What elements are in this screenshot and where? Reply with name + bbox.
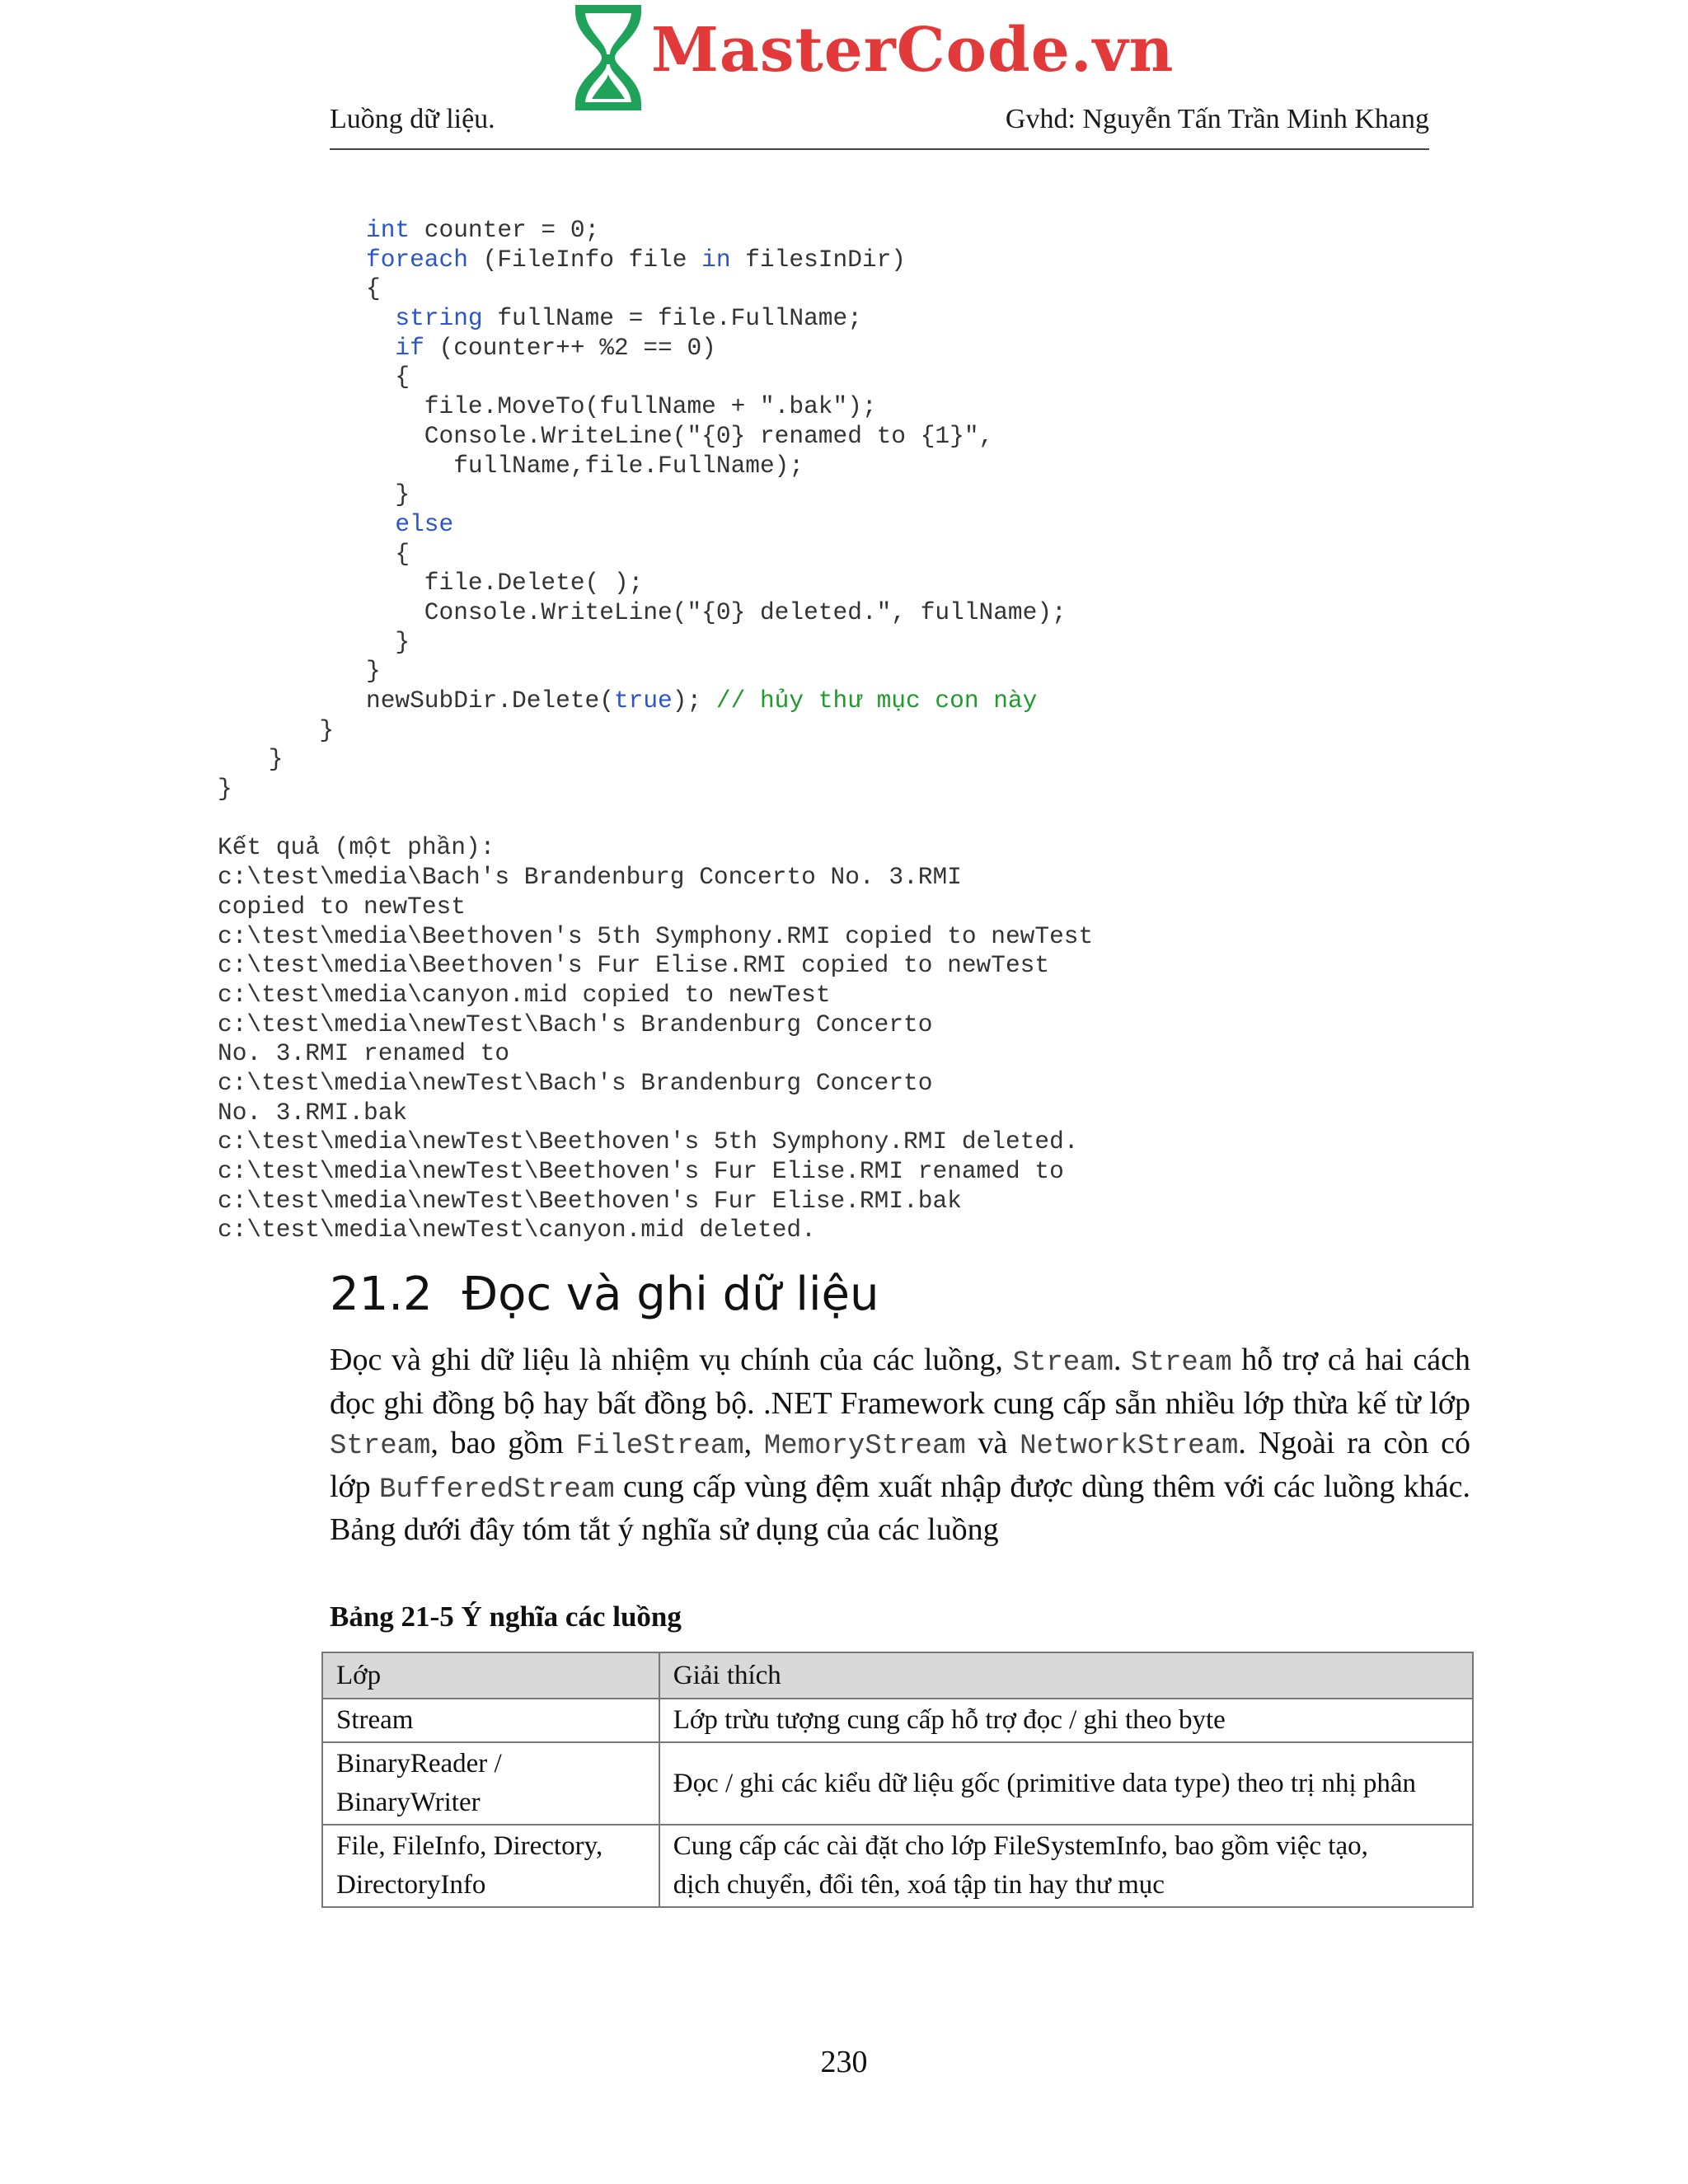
section-heading [330,1268,879,1321]
code-line [218,1099,1093,1128]
paragraph-text: hỗ trợ cả hai cách đọc ghi đồng bộ hay bất đồng bộ. .NET Framework cung cấp sẵn nhiều lớp thừa kế từ lớp [330,1343,1471,1421]
code-line [218,1216,1093,1245]
code-text: c:\test\media\newTest\Beethoven's 5th Symphony.RMI deleted. [218,1127,1079,1156]
code-line [218,922,1093,952]
code-line [366,510,1093,540]
code-line [366,540,1093,569]
code-text: c:\test\media\Beethoven's Fur Elise.RMI copied to newTest [218,951,1050,980]
code-keyword: if [395,333,424,362]
code-text: No. 3.RMI.bak [218,1098,408,1127]
paragraph-text: . Ngoài ra còn có lớp [330,1426,1470,1504]
logo-text: MasterCode.vn [651,15,1175,86]
code-text: } [218,775,232,804]
inline-code: Stream [1012,1347,1114,1379]
code-line [366,334,1093,363]
code-text: } [366,627,410,656]
code-keyword: true [613,687,673,715]
table-cell-class [322,1825,659,1907]
header-author: Gvhd: Nguyễn Tấn Trần Minh Khang [1005,104,1429,134]
table-caption: Bảng 21-5 Ý nghĩa các luồng [330,1601,682,1633]
code-text: { [366,539,410,568]
code-comment: // hủy thư mục con này [715,687,1038,715]
inline-code: Stream [330,1431,431,1462]
code-text: counter = 0; [410,216,600,244]
code-text: file.Delete( ); [366,569,644,598]
code-block [218,216,1094,1245]
code-text: c:\test\media\newTest\Beethoven's Fur Elise.RMI.bak [218,1186,962,1215]
code-line [366,687,1093,716]
code-line [366,392,1093,422]
code-text [366,334,395,362]
paragraph-text: Đọc và ghi dữ liệu là nhiệm vụ chính của các luồng, [330,1343,1013,1377]
inline-code: MemoryStream [763,1431,966,1462]
table-cell-description [659,1699,1473,1742]
code-line [254,745,1093,775]
code-text: filesInDir) [730,245,907,274]
table-header-row [322,1652,1473,1699]
code-text: ); [672,687,716,715]
code-line [218,1010,1093,1040]
code-text: newSubDir.Delete( [366,687,614,715]
streams-table [321,1652,1474,1908]
table-row [322,1825,1473,1907]
code-text: c:\test\media\newTest\Beethoven's Fur Elise.RMI renamed to [218,1157,1064,1185]
cell-line: Lớp trừu tượng cung cấp hỗ trợ đọc / ghi theo byte [673,1705,1226,1735]
cell-line: BinaryWriter [336,1788,481,1817]
code-line [218,1157,1093,1187]
code-keyword: int [366,216,410,244]
paragraph-text: và [965,1426,1020,1460]
header-title: Luồng dữ liệu. [330,104,495,134]
code-line [218,1187,1093,1216]
code-text [366,304,395,332]
table-cell-description [659,1742,1473,1825]
code-text: (counter++ %2 == 0) [424,333,716,362]
code-text: } [366,480,410,509]
paragraph-text: , bao gồm [430,1426,576,1460]
code-text: } [290,715,335,744]
code-line [218,1127,1093,1157]
code-line [218,981,1093,1010]
code-line [366,246,1093,275]
table-cell-class [322,1699,659,1742]
inline-code: FileStream [575,1431,744,1462]
code-keyword: foreach [366,245,468,274]
code-text: (FileInfo file [467,245,702,274]
mastercode-logo [567,0,1175,115]
code-line [218,775,1093,804]
cell-line: Đọc / ghi các kiểu dữ liệu gốc (primitive data type) theo trị nhị phân [673,1768,1417,1798]
cell-line: DirectoryInfo [336,1870,486,1900]
code-text: file.MoveTo(fullName + ".bak"); [366,392,877,421]
code-text: c:\test\media\canyon.mid copied to newTest [218,980,831,1009]
code-text: { [366,363,410,391]
cell-line: Stream [336,1705,414,1735]
code-line [218,863,1093,893]
cell-line: File, FileInfo, Directory, [336,1831,603,1861]
table-header-description: Giải thích [659,1652,1473,1699]
code-line [366,422,1093,452]
code-text: } [366,657,381,686]
header-divider [330,148,1429,150]
paragraph-text: , [743,1426,764,1460]
code-line [366,598,1093,628]
code-line [366,480,1093,510]
code-line [366,628,1093,658]
code-text: fullName,file.FullName); [366,451,804,480]
body-paragraph [330,1340,1470,1550]
cell-line: dịch chuyển, đổi tên, xoá tập tin hay thư mục [673,1870,1165,1900]
table-row [322,1699,1473,1742]
cell-line: Cung cấp các cài đặt cho lớp FileSystemInfo, bao gồm việc tạo, [673,1831,1368,1861]
code-line [366,363,1093,392]
code-text: c:\test\media\Beethoven's 5th Symphony.RMI copied to newTest [218,921,1094,950]
code-keyword: in [701,245,731,274]
code-keyword: else [395,509,454,538]
code-text: c:\test\media\newTest\canyon.mid deleted. [218,1216,816,1244]
code-text [366,510,395,538]
paragraph-text: . [1114,1343,1132,1377]
table-cell-description [659,1825,1473,1907]
code-text: c:\test\media\newTest\Bach's Brandenburg Concerto [218,1068,933,1097]
code-line [218,833,1093,863]
code-text: No. 3.RMI renamed to [218,1039,510,1068]
code-text: copied to newTest [218,892,466,921]
inline-code: BufferedStream [379,1474,615,1506]
code-text: c:\test\media\newTest\Bach's Brandenburg Concerto [218,1010,933,1038]
hourglass-icon [567,0,649,115]
table-cell-class [322,1742,659,1825]
code-line [290,716,1093,746]
cell-line: BinaryReader / [336,1749,502,1779]
code-line [366,569,1093,598]
code-line [366,274,1093,304]
code-line [218,1069,1093,1099]
inline-code: NetworkStream [1020,1431,1239,1462]
page-number: 230 [820,2045,868,2079]
code-text: Console.WriteLine("{0} renamed to {1}", [366,421,994,450]
paragraph-text: cung cấp vùng đệm xuất nhập được dùng thêm với các luồng khác. Bảng dưới đây tóm tắt ý nghĩa sử dụng của các luồng [330,1469,1470,1547]
code-text: { [366,274,381,303]
code-line [366,304,1093,334]
table-row [322,1742,1473,1825]
code-line [366,216,1093,246]
code-keyword: string [395,304,483,333]
code-line [218,893,1093,922]
section-title: Đọc và ghi dữ liệu [462,1268,879,1321]
code-text: } [254,745,284,774]
code-text: Kết quả (một phần): [218,833,495,862]
code-line [218,1039,1093,1069]
code-line [218,804,1093,834]
code-line [218,951,1093,981]
code-text: c:\test\media\Bach's Brandenburg Concerto No. 3.RMI [218,863,962,892]
code-line [366,452,1093,481]
code-text: Console.WriteLine("{0} deleted.", fullName); [366,598,1067,626]
table-header-class: Lớp [322,1652,659,1699]
section-number: 21.2 [330,1268,433,1321]
code-line [366,657,1093,687]
code-text: fullName = file.FullName; [482,304,862,333]
inline-code: Stream [1131,1347,1232,1379]
